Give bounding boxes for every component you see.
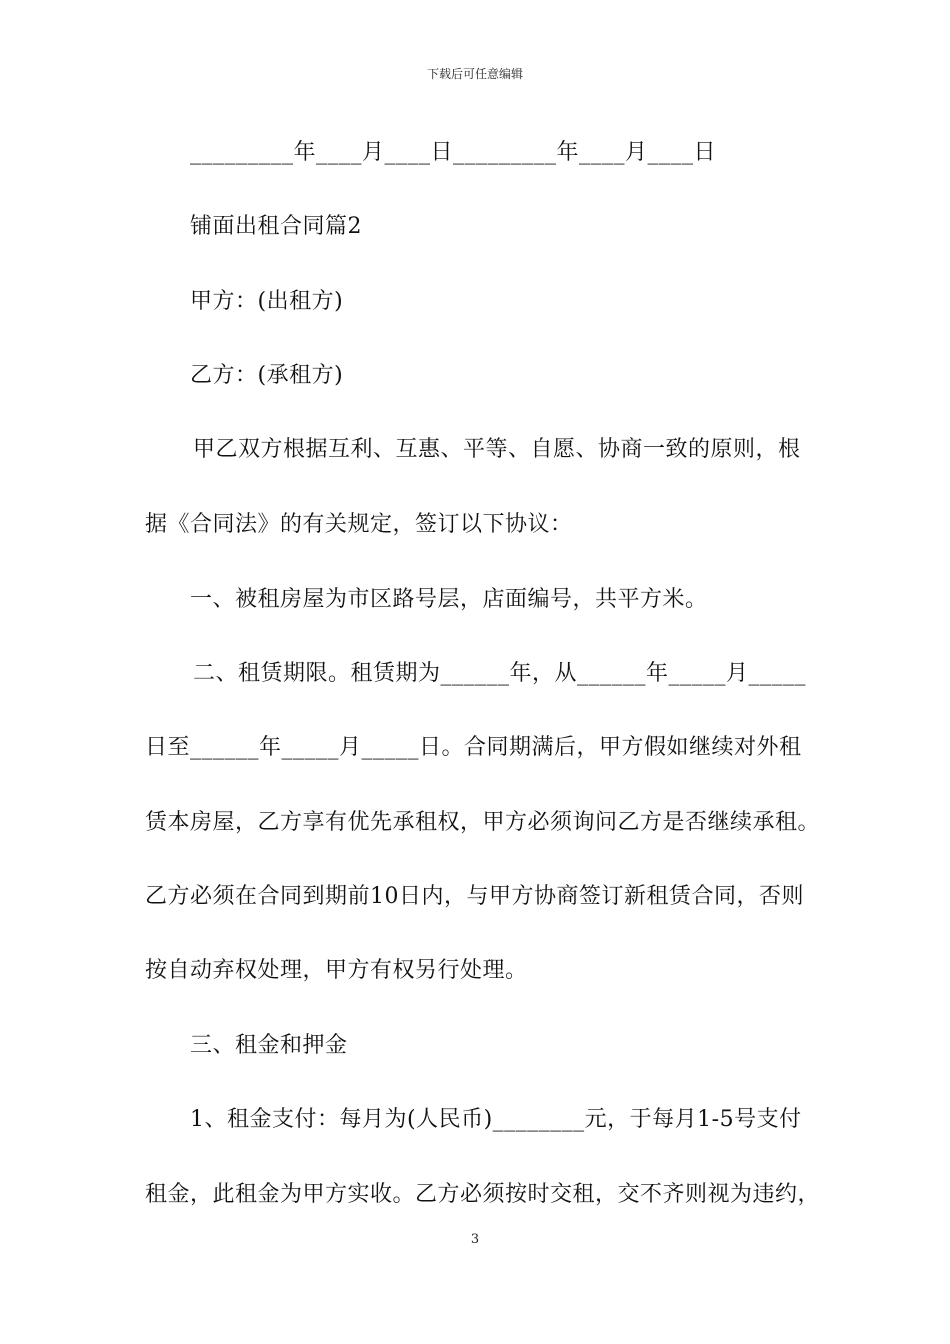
clause-2-line-5: 按自动弃权处理，甲方有权另行处理。 bbox=[145, 958, 528, 983]
intro-paragraph-line-1: 甲乙双方根据互利、互惠、平等、自愿、协商一致的原则，根 bbox=[193, 437, 801, 462]
intro-paragraph-line-2: 据《合同法》的有关规定，签订以下协议： bbox=[145, 512, 573, 537]
clause-2-line-2: 日至______年_____月_____日。合同期满后，甲方假如继续对外租 bbox=[145, 735, 802, 760]
clause-3-title: 三、租金和押金 bbox=[190, 1033, 348, 1058]
section-title: 铺面出租合同篇2 bbox=[190, 214, 362, 239]
page-number: 3 bbox=[470, 1232, 480, 1247]
clause-3-1-line-1: 1、租金支付：每月为(人民币)________元，于每月1-5号支付 bbox=[190, 1107, 802, 1132]
clause-2-line-4: 乙方必须在合同到期前10日内，与甲方协商签订新租赁合同，否则 bbox=[145, 884, 804, 909]
party-b-line: 乙方：(承租方) bbox=[190, 363, 344, 388]
clause-2-line-3: 赁本房屋，乙方享有优先承租权，甲方必须询问乙方是否继续承租。 bbox=[145, 810, 821, 835]
signature-date-line: _________年____月____日_________年____月____日 bbox=[190, 140, 717, 165]
clause-2-line-1: 二、租赁期限。租赁期为______年，从______年_____月_____ bbox=[193, 661, 807, 686]
clause-3-1-line-2: 租金，此租金为甲方实收。乙方必须按时交租，交不齐则视为违约， bbox=[145, 1182, 821, 1207]
clause-1: 一、被租房屋为市区路号层，店面编号，共平方米。 bbox=[190, 587, 708, 612]
party-a-line: 甲方：(出租方) bbox=[190, 289, 344, 314]
page-header-note: 下载后可任意编辑 bbox=[426, 67, 523, 81]
